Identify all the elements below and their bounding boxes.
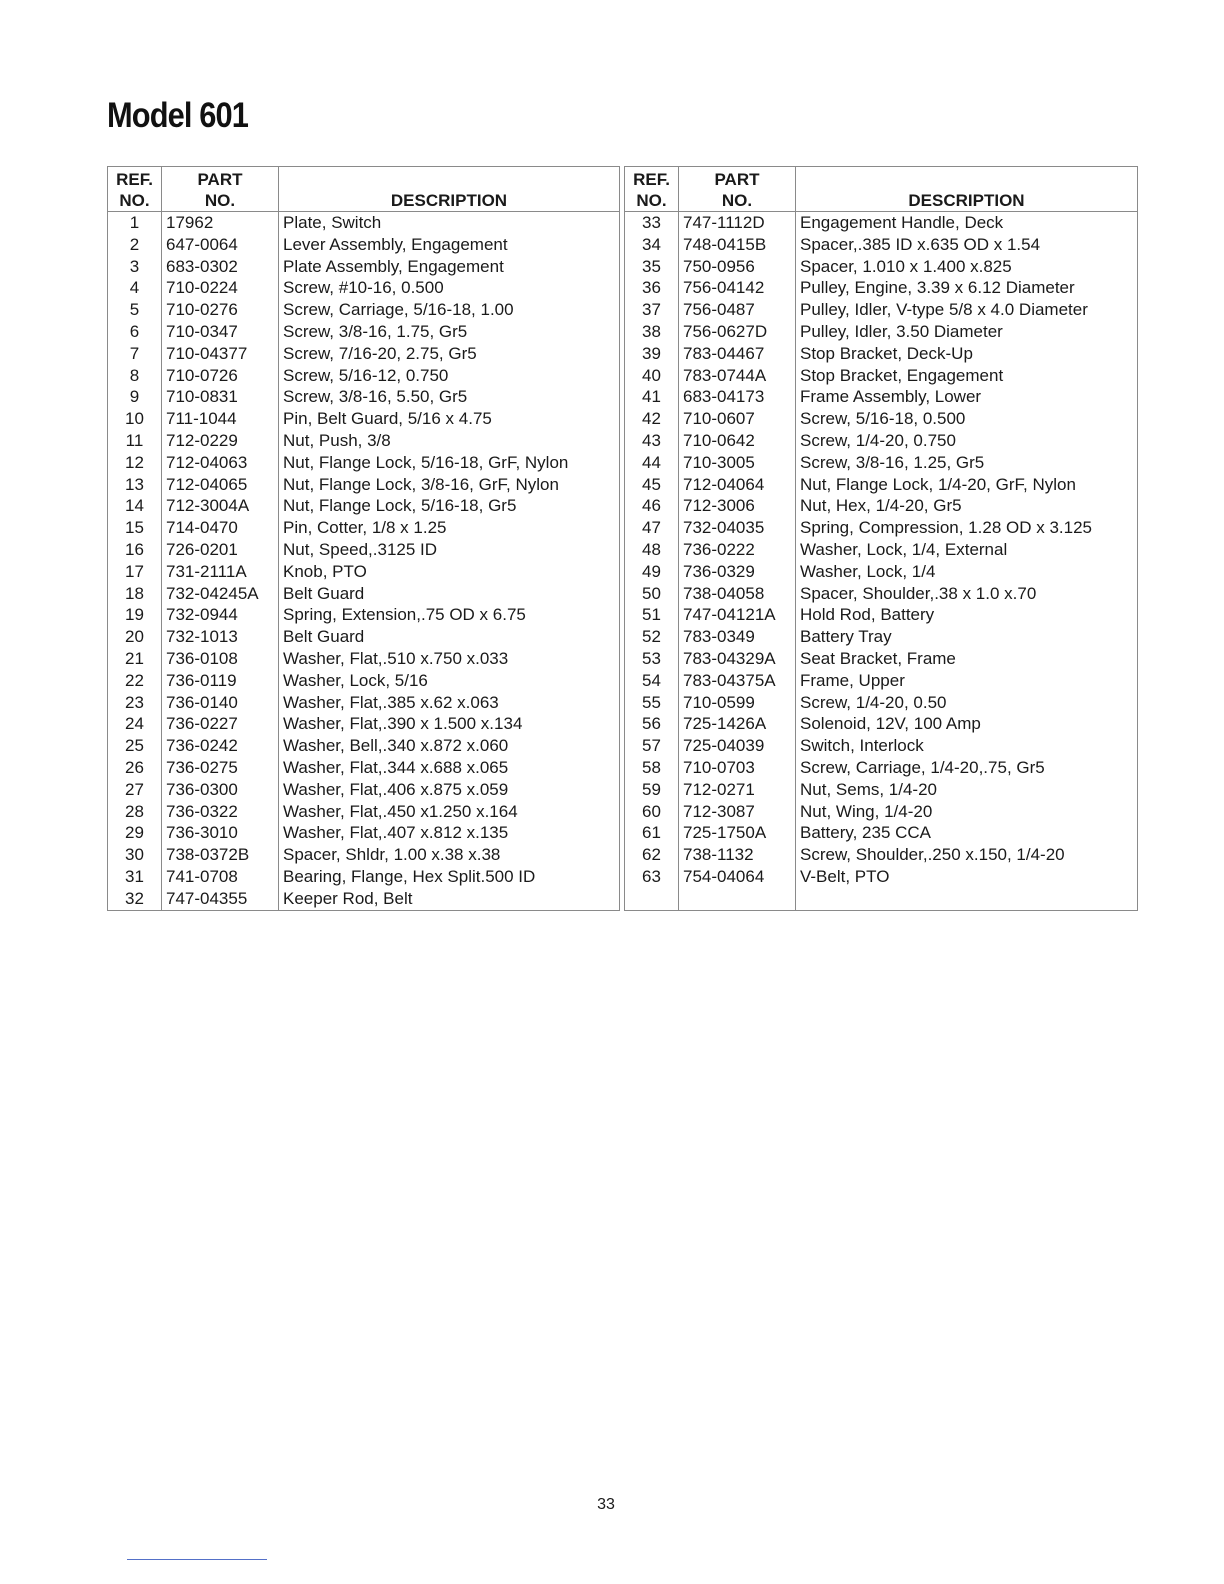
description-cell: Switch, Interlock <box>796 735 1138 757</box>
part-no-cell: 736-0140 <box>162 692 279 714</box>
description-cell: Nut, Flange Lock, 5/16-18, Gr5 <box>279 495 620 517</box>
ref-no-cell: 53 <box>625 648 679 670</box>
description-cell: Plate, Switch <box>279 212 620 234</box>
ref-no-cell: 16 <box>108 539 162 561</box>
description-cell: Nut, Push, 3/8 <box>279 430 620 452</box>
table-row <box>108 844 620 866</box>
description-cell: Washer, Flat,.407 x.812 x.135 <box>279 822 620 844</box>
part-no-cell: 710-0642 <box>679 430 796 452</box>
table-row <box>625 321 1138 343</box>
ref-no-cell: 9 <box>108 386 162 408</box>
part-no-header: PART NO. <box>162 167 279 212</box>
ref-no-cell: 52 <box>625 626 679 648</box>
part-no-cell: 741-0708 <box>162 866 279 888</box>
table-row <box>108 604 620 626</box>
description-cell: Belt Guard <box>279 583 620 605</box>
description-cell: Stop Bracket, Engagement <box>796 365 1138 387</box>
part-no-cell: 725-1426A <box>679 713 796 735</box>
ref-no-cell: 10 <box>108 408 162 430</box>
description-cell: V-Belt, PTO <box>796 866 1138 888</box>
description-cell: Pin, Belt Guard, 5/16 x 4.75 <box>279 408 620 430</box>
part-no-cell: 712-0229 <box>162 430 279 452</box>
description-cell: Washer, Lock, 5/16 <box>279 670 620 692</box>
table-row <box>108 757 620 779</box>
description-cell: Frame Assembly, Lower <box>796 386 1138 408</box>
ref-no-cell: 61 <box>625 822 679 844</box>
ref-no-cell: 2 <box>108 234 162 256</box>
description-cell: Screw, 3/8-16, 1.75, Gr5 <box>279 321 620 343</box>
part-no-cell <box>679 888 796 910</box>
ref-no-cell: 25 <box>108 735 162 757</box>
part-no-cell: 736-3010 <box>162 822 279 844</box>
table-row <box>625 365 1138 387</box>
description-cell: Screw, 1/4-20, 0.50 <box>796 692 1138 714</box>
part-no-header: PART NO. <box>679 167 796 212</box>
description-cell: Screw, 3/8-16, 5.50, Gr5 <box>279 386 620 408</box>
description-cell: Spring, Compression, 1.28 OD x 3.125 <box>796 517 1138 539</box>
table-row <box>108 626 620 648</box>
description-cell: Nut, Flange Lock, 1/4-20, GrF, Nylon <box>796 474 1138 496</box>
description-cell: Washer, Lock, 1/4 <box>796 561 1138 583</box>
description-cell: Washer, Flat,.406 x.875 x.059 <box>279 779 620 801</box>
description-cell: Spacer, Shldr, 1.00 x.38 x.38 <box>279 844 620 866</box>
ref-no-cell: 22 <box>108 670 162 692</box>
part-no-cell: 710-04377 <box>162 343 279 365</box>
ref-no-cell: 14 <box>108 495 162 517</box>
part-no-cell: 732-04245A <box>162 583 279 605</box>
table-row <box>625 735 1138 757</box>
table-row <box>625 408 1138 430</box>
part-no-cell: 725-04039 <box>679 735 796 757</box>
table-row <box>108 474 620 496</box>
ref-no-cell: 19 <box>108 604 162 626</box>
ref-no-cell: 50 <box>625 583 679 605</box>
part-no-cell: 683-0302 <box>162 256 279 278</box>
ref-no-cell: 51 <box>625 604 679 626</box>
description-cell: Spacer,.385 ID x.635 OD x 1.54 <box>796 234 1138 256</box>
description-cell: Frame, Upper <box>796 670 1138 692</box>
part-no-cell: 712-04065 <box>162 474 279 496</box>
ref-no-cell: 8 <box>108 365 162 387</box>
part-no-cell: 712-0271 <box>679 779 796 801</box>
table-row <box>625 452 1138 474</box>
part-no-cell: 710-0831 <box>162 386 279 408</box>
table-header-row <box>625 167 1138 212</box>
ref-no-cell: 57 <box>625 735 679 757</box>
parts-table-right <box>624 166 1138 911</box>
description-cell: Screw, Carriage, 5/16-18, 1.00 <box>279 299 620 321</box>
table-row <box>625 234 1138 256</box>
part-no-cell: 712-04064 <box>679 474 796 496</box>
part-no-cell: 711-1044 <box>162 408 279 430</box>
ref-no-cell: 30 <box>108 844 162 866</box>
part-no-cell: 747-04355 <box>162 888 279 910</box>
table-row <box>108 779 620 801</box>
table-row <box>625 343 1138 365</box>
part-no-cell: 712-3006 <box>679 495 796 517</box>
ref-no-cell: 60 <box>625 801 679 823</box>
description-cell: Washer, Lock, 1/4, External <box>796 539 1138 561</box>
ref-no-cell: 31 <box>108 866 162 888</box>
ref-no-cell: 63 <box>625 866 679 888</box>
description-cell: Solenoid, 12V, 100 Amp <box>796 713 1138 735</box>
ref-no-cell: 13 <box>108 474 162 496</box>
ref-no-cell: 39 <box>625 343 679 365</box>
ref-no-cell: 12 <box>108 452 162 474</box>
table-row <box>625 801 1138 823</box>
part-no-cell: 726-0201 <box>162 539 279 561</box>
table-row <box>108 517 620 539</box>
table-row <box>625 495 1138 517</box>
description-cell: Washer, Flat,.344 x.688 x.065 <box>279 757 620 779</box>
ref-no-cell: 48 <box>625 539 679 561</box>
table-row <box>108 212 620 234</box>
part-no-cell: 712-3087 <box>679 801 796 823</box>
table-row <box>108 321 620 343</box>
ref-no-cell: 7 <box>108 343 162 365</box>
description-cell: Nut, Hex, 1/4-20, Gr5 <box>796 495 1138 517</box>
ref-no-cell <box>625 888 679 910</box>
description-cell: Belt Guard <box>279 626 620 648</box>
table-row <box>108 539 620 561</box>
table-row <box>108 277 620 299</box>
part-no-cell: 736-0300 <box>162 779 279 801</box>
description-cell: Washer, Flat,.385 x.62 x.063 <box>279 692 620 714</box>
description-cell: Pin, Cotter, 1/8 x 1.25 <box>279 517 620 539</box>
part-no-cell: 736-0322 <box>162 801 279 823</box>
table-row <box>625 822 1138 844</box>
ref-no-cell: 49 <box>625 561 679 583</box>
description-cell: Screw, 7/16-20, 2.75, Gr5 <box>279 343 620 365</box>
part-no-cell: 683-04173 <box>679 386 796 408</box>
description-cell: Spacer, Shoulder,.38 x 1.0 x.70 <box>796 583 1138 605</box>
table-row <box>108 801 620 823</box>
part-no-cell: 710-0607 <box>679 408 796 430</box>
ref-no-cell: 40 <box>625 365 679 387</box>
description-cell: Stop Bracket, Deck-Up <box>796 343 1138 365</box>
part-no-cell: 710-0599 <box>679 692 796 714</box>
part-no-cell: 783-0349 <box>679 626 796 648</box>
ref-no-cell: 43 <box>625 430 679 452</box>
table-row <box>108 692 620 714</box>
description-cell: Battery Tray <box>796 626 1138 648</box>
ref-no-cell: 1 <box>108 212 162 234</box>
table-row <box>108 386 620 408</box>
description-cell: Engagement Handle, Deck <box>796 212 1138 234</box>
part-no-cell: 736-0119 <box>162 670 279 692</box>
ref-no-cell: 42 <box>625 408 679 430</box>
part-no-cell: 783-04329A <box>679 648 796 670</box>
description-cell: Nut, Flange Lock, 3/8-16, GrF, Nylon <box>279 474 620 496</box>
ref-no-cell: 45 <box>625 474 679 496</box>
table-row <box>625 277 1138 299</box>
description-header: DESCRIPTION <box>796 167 1138 212</box>
part-no-cell: 710-0726 <box>162 365 279 387</box>
description-cell: Spacer, 1.010 x 1.400 x.825 <box>796 256 1138 278</box>
table-row <box>625 888 1138 910</box>
ref-no-cell: 58 <box>625 757 679 779</box>
part-no-cell: 736-0275 <box>162 757 279 779</box>
ref-no-cell: 21 <box>108 648 162 670</box>
description-cell: Nut, Flange Lock, 5/16-18, GrF, Nylon <box>279 452 620 474</box>
description-cell: Bearing, Flange, Hex Split.500 ID <box>279 866 620 888</box>
table-row <box>108 648 620 670</box>
table-row <box>625 386 1138 408</box>
ref-no-cell: 5 <box>108 299 162 321</box>
part-no-cell: 783-0744A <box>679 365 796 387</box>
description-cell: Pulley, Idler, V-type 5/8 x 4.0 Diameter <box>796 299 1138 321</box>
table-row <box>108 670 620 692</box>
table-row <box>625 583 1138 605</box>
part-no-cell: 756-0487 <box>679 299 796 321</box>
table-row <box>108 256 620 278</box>
description-cell: Screw, 5/16-12, 0.750 <box>279 365 620 387</box>
part-no-cell: 647-0064 <box>162 234 279 256</box>
ref-no-cell: 18 <box>108 583 162 605</box>
table-row <box>108 343 620 365</box>
description-header: DESCRIPTION <box>279 167 620 212</box>
table-row <box>108 234 620 256</box>
table-row <box>625 256 1138 278</box>
description-cell: Plate Assembly, Engagement <box>279 256 620 278</box>
ref-no-cell: 59 <box>625 779 679 801</box>
table-row <box>108 365 620 387</box>
table-row <box>108 408 620 430</box>
part-no-cell: 732-0944 <box>162 604 279 626</box>
ref-no-cell: 36 <box>625 277 679 299</box>
ref-no-header: REF. NO. <box>625 167 679 212</box>
ref-no-cell: 4 <box>108 277 162 299</box>
table-row <box>625 299 1138 321</box>
parts-table-left <box>107 166 620 911</box>
description-cell <box>796 888 1138 910</box>
description-cell: Pulley, Engine, 3.39 x 6.12 Diameter <box>796 277 1138 299</box>
description-cell: Washer, Flat,.450 x1.250 x.164 <box>279 801 620 823</box>
description-cell: Screw, Shoulder,.250 x.150, 1/4-20 <box>796 844 1138 866</box>
part-no-cell: 731-2111A <box>162 561 279 583</box>
ref-no-cell: 56 <box>625 713 679 735</box>
part-no-cell: 754-04064 <box>679 866 796 888</box>
ref-no-cell: 54 <box>625 670 679 692</box>
table-row <box>108 430 620 452</box>
description-cell: Keeper Rod, Belt <box>279 888 620 910</box>
part-no-cell: 710-0703 <box>679 757 796 779</box>
part-no-cell: 738-04058 <box>679 583 796 605</box>
part-no-cell: 736-0329 <box>679 561 796 583</box>
ref-no-cell: 11 <box>108 430 162 452</box>
ref-no-cell: 44 <box>625 452 679 474</box>
ref-no-cell: 17 <box>108 561 162 583</box>
part-no-cell: 732-04035 <box>679 517 796 539</box>
table-row <box>108 822 620 844</box>
part-no-cell: 714-0470 <box>162 517 279 539</box>
description-cell: Screw, Carriage, 1/4-20,.75, Gr5 <box>796 757 1138 779</box>
ref-no-cell: 29 <box>108 822 162 844</box>
part-no-cell: 736-0242 <box>162 735 279 757</box>
part-no-cell: 710-0276 <box>162 299 279 321</box>
part-no-cell: 738-0372B <box>162 844 279 866</box>
table-row <box>108 561 620 583</box>
part-no-cell: 736-0222 <box>679 539 796 561</box>
part-no-cell: 756-04142 <box>679 277 796 299</box>
description-cell: Knob, PTO <box>279 561 620 583</box>
description-cell: Lever Assembly, Engagement <box>279 234 620 256</box>
ref-no-cell: 24 <box>108 713 162 735</box>
description-cell: Nut, Sems, 1/4-20 <box>796 779 1138 801</box>
table-row <box>625 626 1138 648</box>
description-cell: Nut, Speed,.3125 ID <box>279 539 620 561</box>
ref-no-cell: 37 <box>625 299 679 321</box>
table-row <box>108 866 620 888</box>
page-title: Model 601 <box>107 96 249 135</box>
description-cell: Battery, 235 CCA <box>796 822 1138 844</box>
table-row <box>108 299 620 321</box>
table-row <box>625 517 1138 539</box>
part-no-cell: 750-0956 <box>679 256 796 278</box>
table-row <box>625 561 1138 583</box>
table-row <box>108 583 620 605</box>
ref-no-cell: 32 <box>108 888 162 910</box>
ref-no-cell: 28 <box>108 801 162 823</box>
table-row <box>625 670 1138 692</box>
table-row <box>625 713 1138 735</box>
ref-no-cell: 55 <box>625 692 679 714</box>
part-no-cell: 747-04121A <box>679 604 796 626</box>
description-cell: Screw, #10-16, 0.500 <box>279 277 620 299</box>
ref-no-cell: 6 <box>108 321 162 343</box>
ref-no-cell: 62 <box>625 844 679 866</box>
ref-no-cell: 15 <box>108 517 162 539</box>
part-no-cell: 747-1112D <box>679 212 796 234</box>
ref-no-cell: 20 <box>108 626 162 648</box>
table-row <box>625 757 1138 779</box>
part-no-cell: 736-0108 <box>162 648 279 670</box>
ref-no-cell: 3 <box>108 256 162 278</box>
table-row <box>625 648 1138 670</box>
description-cell: Washer, Flat,.510 x.750 x.033 <box>279 648 620 670</box>
ref-no-cell: 23 <box>108 692 162 714</box>
part-no-cell: 783-04375A <box>679 670 796 692</box>
table-row <box>108 452 620 474</box>
ref-no-cell: 35 <box>625 256 679 278</box>
part-no-cell: 738-1132 <box>679 844 796 866</box>
table-row <box>108 495 620 517</box>
part-no-cell: 712-04063 <box>162 452 279 474</box>
part-no-cell: 732-1013 <box>162 626 279 648</box>
table-row <box>625 866 1138 888</box>
description-cell: Screw, 5/16-18, 0.500 <box>796 408 1138 430</box>
part-no-cell: 712-3004A <box>162 495 279 517</box>
description-cell: Hold Rod, Battery <box>796 604 1138 626</box>
table-row <box>625 430 1138 452</box>
part-no-cell: 736-0227 <box>162 713 279 735</box>
description-cell: Nut, Wing, 1/4-20 <box>796 801 1138 823</box>
table-row <box>625 212 1138 234</box>
page-number: 33 <box>597 1496 615 1513</box>
ref-no-cell: 27 <box>108 779 162 801</box>
part-no-cell: 725-1750A <box>679 822 796 844</box>
table-row <box>625 844 1138 866</box>
table-row <box>625 474 1138 496</box>
table-row <box>108 888 620 910</box>
ref-no-cell: 34 <box>625 234 679 256</box>
table-row <box>625 539 1138 561</box>
description-cell: Spring, Extension,.75 OD x 6.75 <box>279 604 620 626</box>
description-cell: Screw, 3/8-16, 1.25, Gr5 <box>796 452 1138 474</box>
part-no-cell: 756-0627D <box>679 321 796 343</box>
table-row <box>625 604 1138 626</box>
ref-no-cell: 33 <box>625 212 679 234</box>
description-cell: Washer, Bell,.340 x.872 x.060 <box>279 735 620 757</box>
part-no-cell: 748-0415B <box>679 234 796 256</box>
ref-no-cell: 47 <box>625 517 679 539</box>
part-no-cell: 710-0347 <box>162 321 279 343</box>
part-no-cell: 710-3005 <box>679 452 796 474</box>
table-row <box>625 779 1138 801</box>
parts-table-right-body <box>625 212 1138 911</box>
table-row <box>108 713 620 735</box>
parts-table-left-body <box>108 212 620 911</box>
ref-no-cell: 41 <box>625 386 679 408</box>
table-row <box>108 735 620 757</box>
description-cell: Pulley, Idler, 3.50 Diameter <box>796 321 1138 343</box>
ref-no-cell: 26 <box>108 757 162 779</box>
table-row <box>625 692 1138 714</box>
description-cell: Screw, 1/4-20, 0.750 <box>796 430 1138 452</box>
table-header-row <box>108 167 620 212</box>
part-no-cell: 17962 <box>162 212 279 234</box>
ref-no-header: REF. NO. <box>108 167 162 212</box>
part-no-cell: 783-04467 <box>679 343 796 365</box>
ref-no-cell: 46 <box>625 495 679 517</box>
description-cell: Washer, Flat,.390 x 1.500 x.134 <box>279 713 620 735</box>
ref-no-cell: 38 <box>625 321 679 343</box>
footer-rule <box>127 1559 267 1560</box>
part-no-cell: 710-0224 <box>162 277 279 299</box>
description-cell: Seat Bracket, Frame <box>796 648 1138 670</box>
